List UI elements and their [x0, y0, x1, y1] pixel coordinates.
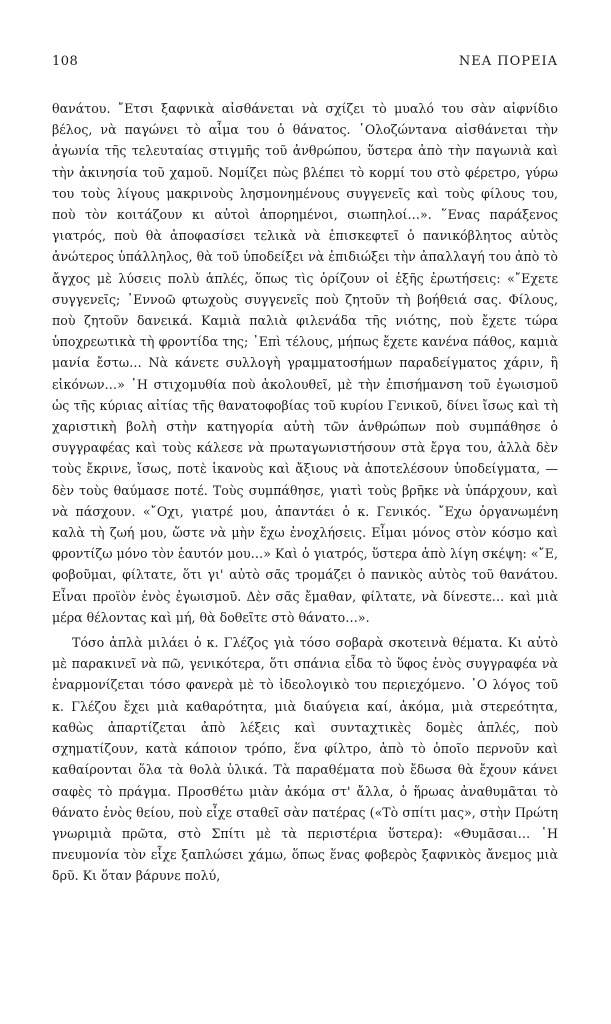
paragraph: θανάτου. ῎Ετσι ξαφνικὰ αἰσθάνεται νὰ σχίζει τὸ μυαλό του σὰν αἰφνίδιο βέλος, νὰ παγώνει τὸ αἷμα του ὁ θάνατος. ῾Ολοζώντανα αἰσθάνεται τὴν ἀγωνία τῆς τελευταίας στιγμῆς τοῦ ἀνθρώπου, ὕστερα ἀπὸ τὴν παγωνιὰ καὶ τὴν ἀκινησία τοῦ χαμοῦ. Νομίζει πὼς βλέπει τὸ κορμί του στὸ φέρετρο, γύρω του τοὺς λίγους μακρινοὺς λησμονημένους συγγενεῖς καὶ τοὺς φίλους του, ποὺ τὸν κοιτάζουν κι αὐτοὶ ἀπορημένοι, σιωπηλοί…». ῞Ενας παράξενος γιατρός, ποὺ θὰ ἀποφασίσει τελικὰ νὰ ἐπισκεφτεῖ ὁ πανικόβλητος αὐτὸς ἀνώτερος ὑπάλληλος, θὰ τοῦ ὑποδείξει νὰ ἐπιδιώξει τὴν ἀπαλλαγή του ἀπὸ τὸ ἄγχος μὲ λύσεις πολὺ ἁπλές, ὅπως τὶς ὁρίζουν οἱ ἑξῆς ἐρωτήσεις: «῎Εχετε συγγενεῖς; ᾿Εννοῶ φτωχοὺς συγγενεῖς ποὺ ζητοῦν τὴ βοήθειά σας. Φίλους, ποὺ ζητοῦν δανεικά. Καμιὰ παλιὰ φιλενάδα τῆς νιότης, ποὺ ἔχετε τώρα ὑποχρεωτικὰ τὴ φροντίδα της; ᾿Επὶ τέλους, μήπως ἔχετε κανένα πάθος, καμιὰ μανία ἔστω… Νὰ κάνετε συλλογὴ γραμματοσήμων παραδείγματος χάριν, ἢ εἰκόνων…» ῾Η στιχομυθία ποὺ ἀκολουθεῖ, μὲ τὴν ἐπισήμανση τοῦ ἐγωισμοῦ ὡς τῆς κύριας αἰτίας τῆς θανατοφοβίας τοῦ κυρίου Γενικοῦ, δίνει ἴσως καὶ τὴ χαριστικὴ βολὴ στὴν κατηγορία αὐτὴ τῶν ἀνθρώπων ποὺ συμπάθησε ὁ συγγραφέας καὶ τοὺς κάλεσε νὰ πρωταγωνιστήσουν στὰ ἔργα του, ἀλλὰ δὲν τοὺς ἔκρινε, ἴσως, ποτὲ ἱκανοὺς καὶ ἄξιους νὰ ἀποτελέσουν ὑποδείγματα, — δὲν τοὺς θαύμασε ποτέ. Τοὺς συμπάθησε, γιατὶ τοὺς βρῆκε νὰ ὑπάρχουν, καὶ νὰ πάσχουν. «῎Οχι, γιατρέ μου, ἀπαντάει ὁ κ. Γενικός. ῎Εχω ὀργανωμένη καλὰ τὴ ζωή μου, ὥστε νὰ μὴν ἔχω ἐνοχλήσεις. Εἶμαι μόνος στὸν κόσμο καὶ φροντίζω μόνο τὸν ἑαυτόν μου…» Καὶ ὁ γιατρός, ὕστερα ἀπὸ λίγη σκέψη: «῎Ε, φοβοῦμαι, φίλτατε, ὅτι γι' αὐτὸ σᾶς τρομάζει ὁ πανικὸς αὐτὸς τοῦ θανάτου. Εἶναι προϊὸν ἑνὸς ἐγωισμοῦ. Δὲν σᾶς ἔμαθαν, φίλτατε, νὰ δίνεστε… καὶ μιὰ μέρα θέλοντας καὶ μή, θὰ δοθεῖτε στὸ θάνατο…». [52, 101, 558, 625]
page-number: 108 [52, 54, 79, 69]
running-title: ΝΕΑ ΠΟΡΕΙΑ [458, 54, 558, 69]
body-text [52, 98, 558, 887]
paragraph: Τόσο ἁπλὰ μιλάει ὁ κ. Γλέζος γιὰ τόσο σοβαρὰ σκοτεινὰ θέματα. Κι αὐτὸ μὲ παρακινεῖ νὰ πῶ, γενικότερα, ὅτι σπάνια εἶδα τὸ ὕφος ἑνὸς συγγραφέα νὰ ἐναρμονίζεται τόσο φανερὰ μὲ τὸ ἰδεολογικὸ του περιεχόμενο. ῾Ο λόγος τοῦ κ. Γλέζου ἔχει μιὰ καθαρότητα, μιὰ διαύγεια καί, ἀκόμα, μιὰ στερεότητα, καθὼς ἀπαρτίζεται ἀπὸ λέξεις καὶ συνταχτικὲς δομὲς ἁπλές, ποὺ σχηματίζουν, κατὰ κάποιον τρόπο, ἕνα φίλτρο, ἀπὸ τὸ ὁποῖο περνοῦν καὶ καθαίρονται ὅλα τὰ θολὰ ὑλικά. Τὰ παραθέματα ποὺ ἔδωσα θὰ ἔχουν κάνει σαφὲς τὸ πράγμα. Προσθέτω μιὰν ἀκόμα στ' ἄλλα, ὁ ἥρωας ἀναθυμᾶται τὸ θάνατο ἑνὸς θείου, ποὺ εἶχε σταθεῖ σὰν πατέρας («Τὸ σπίτι μας», στὴν Πρώτη γνωριμιὰ πρῶτα, στὸ Σπίτι μὲ τὰ περιστέρια ὕστερα): «Θυμᾶσαι… ῾Η πνευμονία τὸν εἶχε ξαπλώσει χάμω, ὅπως ἕνας φοβερὸς ξαφνικὸς ἄνεμος μιὰ δρῦ. Κι ὅταν βάρυνε πολύ, [52, 635, 558, 884]
book-page [52, 54, 558, 887]
page-header [52, 54, 558, 74]
